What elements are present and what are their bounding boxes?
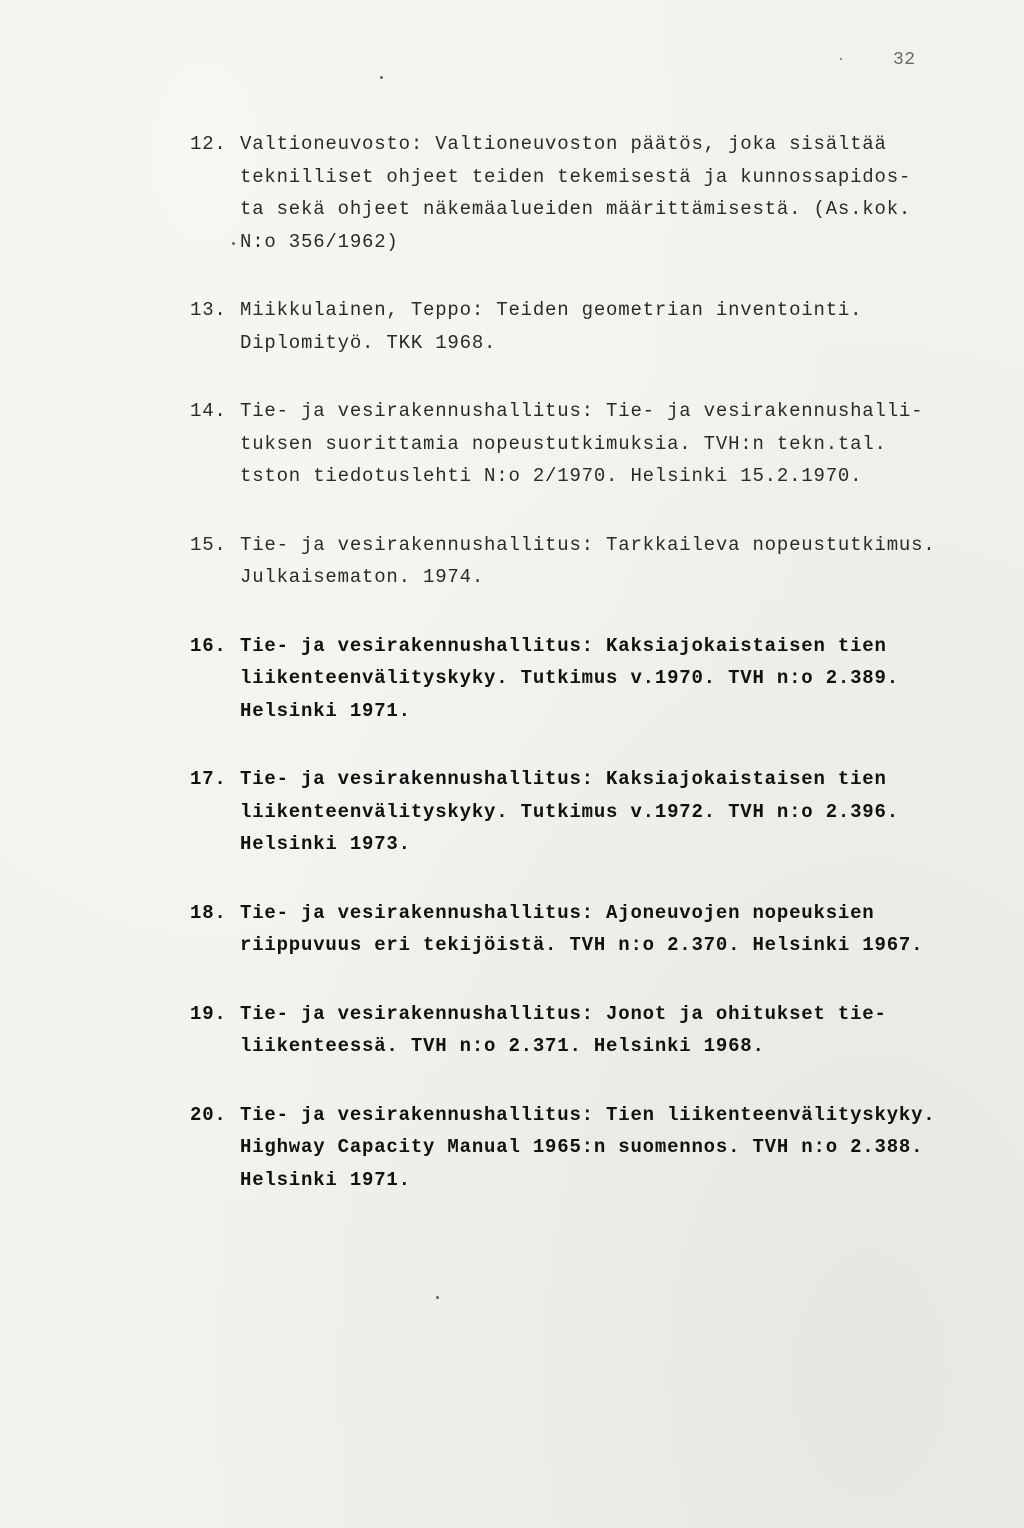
scan-speck <box>436 1296 439 1299</box>
reference-number: 17. <box>190 768 227 790</box>
reference-item <box>190 128 990 258</box>
reference-text: Tie- ja vesirakennushallitus: Kaksiajokaistaisen tien liikenteenvälityskyky. Tutkimus v.1970. TVH n:o 2.389. Helsinki 1971. <box>240 634 899 722</box>
reference-text: Tie- ja vesirakennushallitus: Tien liikenteenvälityskyky. Highway Capacity Manual 1965:n suomennos. TVH n:o 2.388. Helsinki 1971. <box>240 1103 936 1191</box>
reference-item <box>190 395 990 493</box>
reference-text: Tie- ja vesirakennushallitus: Jonot ja ohitukset tie- liikenteessä. TVH n:o 2.371. Helsinki 1968. <box>240 1002 887 1057</box>
reference-list <box>190 128 990 1232</box>
reference-text: Tie- ja vesirakennushallitus: Tarkkaileva nopeustutkimus. Julkaisematon. 1974. <box>240 533 936 588</box>
reference-number: 14. <box>190 400 227 422</box>
page-number: 32 <box>893 50 916 70</box>
reference-number: 18. <box>190 901 227 924</box>
reference-number: 20. <box>190 1103 227 1126</box>
reference-number: 13. <box>190 299 227 321</box>
scan-speck <box>380 76 383 79</box>
reference-number: 16. <box>190 634 227 657</box>
reference-text: Tie- ja vesirakennushallitus: Ajoneuvojen nopeuksien riippuvuus eri tekijöistä. TVH n:o 2.370. Helsinki 1967. <box>240 901 924 956</box>
reference-text: Tie- ja vesirakennushallitus: Kaksiajokaistaisen tien liikenteenvälityskyky. Tutkimus v.1972. TVH n:o 2.396. Helsinki 1973. <box>240 768 899 855</box>
scan-speck <box>840 58 842 60</box>
reference-item <box>190 897 990 962</box>
reference-item <box>190 998 990 1063</box>
scan-speck <box>232 242 235 245</box>
reference-number: 15. <box>190 533 227 556</box>
reference-item <box>190 1099 990 1197</box>
reference-text: Valtioneuvosto: Valtioneuvoston päätös, joka sisältää teknilliset ohjeet teiden tekemisestä ja kunnossapidos- ta sekä ohjeet näkemäalueiden määrittämisestä. (As.kok. N:o 356/1962) <box>240 133 912 253</box>
reference-item <box>190 763 990 861</box>
reference-item <box>190 529 990 594</box>
reference-text: Tie- ja vesirakennushallitus: Tie- ja vesirakennushalli- tuksen suorittamia nopeustutkimuksia. TVH:n tekn.tal. tston tiedotuslehti N:o 2/1970. Helsinki 15.2.1970. <box>240 400 924 487</box>
reference-number: 19. <box>190 1002 227 1025</box>
reference-text: Miikkulainen, Teppo: Teiden geometrian inventointi. Diplomityö. TKK 1968. <box>240 299 863 354</box>
reference-number: 12. <box>190 133 227 155</box>
reference-item <box>190 630 990 728</box>
reference-item <box>190 294 990 359</box>
